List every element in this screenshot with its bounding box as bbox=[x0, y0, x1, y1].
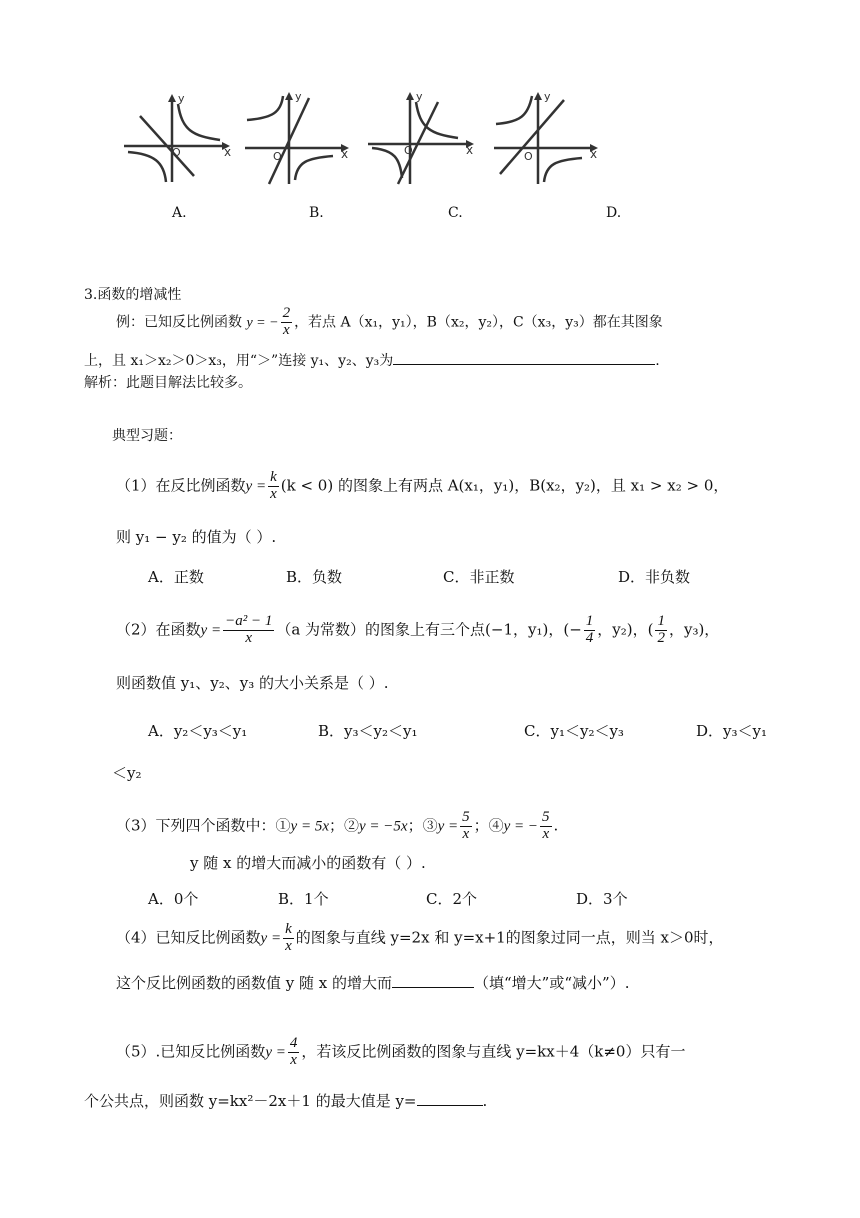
graph-label-d: D. bbox=[606, 205, 622, 221]
q3-line-2: y 随 x 的增大而减小的函数有（ ）. bbox=[190, 854, 426, 872]
q2-line-2: 则函数值 y₁、y₂、y₃ 的大小关系是（ ）. bbox=[116, 674, 389, 692]
q4-fn-lhs: y = bbox=[260, 930, 282, 947]
q2-option-d-wrap: ＜y₂ bbox=[112, 764, 142, 782]
q3-option-c[interactable]: C．2个 bbox=[426, 890, 478, 908]
q3-line-1 bbox=[116, 810, 558, 843]
q5-line2a: 个公共点，则函数 y=kx²－2x＋1 的最大值是 y= bbox=[84, 1092, 417, 1110]
q1-option-d[interactable]: D．非负数 bbox=[618, 568, 691, 586]
x-axis-label: x bbox=[341, 147, 349, 161]
q1-cond: (k < 0) 的图象上有两点 A(x₁，y₁)，B(x₂，y₂)，且 x₁ > x₂ > 0， bbox=[280, 476, 729, 495]
q4-num: k bbox=[285, 921, 292, 937]
q3-f1: y = 5x bbox=[290, 818, 329, 835]
q2-fraction bbox=[223, 614, 274, 647]
q1-option-c[interactable]: C．非正数 bbox=[443, 568, 515, 586]
origin-label: O bbox=[273, 150, 282, 163]
q1-fraction bbox=[268, 470, 279, 503]
q3-option-a[interactable]: A．0个 bbox=[148, 890, 199, 908]
y-axis-label: y bbox=[416, 90, 423, 103]
q4-prefix: （4）已知反比例函数 bbox=[116, 928, 261, 947]
q3-sep3: ；④ bbox=[473, 816, 504, 835]
graph-label-c: C. bbox=[448, 205, 463, 221]
q2-option-a[interactable]: A．y₂＜y₃＜y₁ bbox=[148, 722, 248, 740]
q2-mid2: ，y₂)，( bbox=[597, 620, 654, 639]
q3-option-d[interactable]: D．3个 bbox=[576, 890, 628, 908]
q1-den: x bbox=[270, 485, 277, 502]
example-num: 2 bbox=[282, 305, 291, 321]
q3-f3-den: x bbox=[462, 825, 470, 842]
example-line-2 bbox=[84, 350, 660, 370]
q2-end: ，y₃)， bbox=[668, 620, 720, 639]
q5-num: 4 bbox=[289, 1035, 298, 1051]
y-axis-label: y bbox=[544, 90, 551, 103]
q3-option-b[interactable]: B．1个 bbox=[278, 890, 329, 908]
q5-line-1 bbox=[116, 1036, 685, 1069]
example-line2-text: 上，且 x₁＞x₂＞0＞x₃，用“＞”连接 y₁、y₂、y₃为 bbox=[84, 353, 394, 369]
q4-fraction bbox=[283, 922, 294, 955]
q2-point2-fraction bbox=[584, 614, 596, 647]
example-line-1 bbox=[116, 306, 663, 339]
q2-den: x bbox=[245, 629, 253, 646]
q4-rest: 的图象与直线 y=2x 和 y=x+1的图象过同一点，则当 x＞0时， bbox=[295, 928, 724, 947]
origin-label: O bbox=[404, 144, 413, 157]
q3-f4-den: x bbox=[542, 825, 550, 842]
q2-mid: （a 为常数）的图象上有三个点(−1，y₁)，(− bbox=[276, 620, 582, 639]
q1-fn-lhs: y = bbox=[245, 478, 267, 495]
graph-label-b: B. bbox=[309, 205, 324, 221]
q3-sep2: ；③ bbox=[407, 816, 438, 835]
example-points: ，若点 A（x₁，y₁），B（x₂，y₂），C（x₃，y₃）都在其图象 bbox=[294, 314, 663, 331]
analysis-text: 解析：此题目解法比较多。 bbox=[84, 375, 252, 391]
graph-c bbox=[366, 88, 478, 186]
graph-label-a: A. bbox=[172, 205, 187, 221]
graph-a bbox=[122, 90, 234, 185]
q2-p3-den: 2 bbox=[657, 629, 665, 646]
q5-fraction bbox=[288, 1036, 300, 1069]
answer-blank[interactable] bbox=[393, 364, 655, 365]
q2-option-c[interactable]: C．y₁＜y₂＜y₃ bbox=[524, 722, 624, 740]
q2-p2-num: 1 bbox=[585, 613, 594, 629]
q5-fn-lhs: y = bbox=[265, 1044, 286, 1061]
graph-d bbox=[492, 88, 604, 186]
q3-f3-lhs: y = bbox=[437, 818, 459, 835]
q2-num: −a² − 1 bbox=[225, 613, 273, 629]
q5-answer-blank[interactable] bbox=[417, 1105, 483, 1106]
q5-line-2 bbox=[84, 1090, 487, 1111]
q4-line2b: （填“增大”或“减小”）. bbox=[474, 974, 630, 992]
q2-option-b[interactable]: B．y₃＜y₂＜y₁ bbox=[318, 722, 418, 740]
y-axis-label: y bbox=[295, 90, 302, 103]
example-fraction bbox=[281, 306, 293, 339]
q4-line-2 bbox=[116, 972, 629, 993]
q4-den: x bbox=[285, 937, 292, 954]
example-prefix: 例：已知反比例函数 bbox=[116, 314, 242, 331]
q1-num: k bbox=[270, 469, 277, 485]
q1-line-1 bbox=[116, 470, 728, 503]
y-axis-label: y bbox=[178, 92, 185, 105]
x-axis-label: x bbox=[590, 147, 598, 161]
section-heading: 3.函数的增减性 bbox=[84, 287, 182, 303]
q1-line-2: 则 y₁ − y₂ 的值为（ ）. bbox=[116, 528, 277, 546]
q2-option-d[interactable]: D．y₃＜y₁ bbox=[696, 722, 768, 740]
q3-prefix: （3）下列四个函数中：① bbox=[116, 816, 291, 835]
q2-line-1 bbox=[116, 614, 719, 647]
q2-prefix: （2）在函数 bbox=[116, 620, 201, 639]
q3-f2: y = −5x bbox=[359, 818, 408, 835]
origin-label: O bbox=[172, 146, 181, 159]
q4-line2a: 这个反比例函数的函数值 y 随 x 的增大而 bbox=[116, 974, 393, 992]
q1-option-b[interactable]: B．负数 bbox=[286, 568, 343, 586]
q3-f4-fraction bbox=[540, 810, 552, 843]
q1-prefix: （1）在反比例函数 bbox=[116, 476, 246, 495]
q4-line-1 bbox=[116, 922, 724, 955]
q3-sep1: ；② bbox=[328, 816, 359, 835]
q5-den: x bbox=[290, 1051, 297, 1068]
q5-prefix: （5）.已知反比例函数 bbox=[116, 1042, 266, 1061]
q3-f3-num: 5 bbox=[462, 809, 470, 825]
example-den: x bbox=[282, 321, 290, 338]
q3-f4-lhs: y = − bbox=[503, 818, 539, 835]
q3-f3-fraction bbox=[460, 810, 472, 843]
q2-p2-den: 4 bbox=[585, 629, 594, 646]
x-axis-label: x bbox=[466, 143, 474, 157]
q2-fn-lhs: y = bbox=[200, 622, 222, 639]
q5-rest: ，若该反比例函数的图象与直线 y=kx＋4（k≠0）只有一 bbox=[301, 1042, 686, 1061]
q2-point3-fraction bbox=[655, 614, 667, 647]
q1-option-a[interactable]: A．正数 bbox=[148, 568, 204, 586]
q3-f4-num: 5 bbox=[542, 809, 550, 825]
q4-answer-blank[interactable] bbox=[392, 987, 474, 988]
q3-end: . bbox=[553, 816, 559, 835]
origin-label: O bbox=[524, 150, 533, 163]
graph-b bbox=[243, 88, 355, 186]
x-axis-label: x bbox=[224, 145, 232, 159]
q5-line2b: . bbox=[482, 1092, 488, 1110]
example-end: . bbox=[655, 353, 660, 369]
q2-p3-num: 1 bbox=[657, 613, 665, 629]
example-fn-lhs: y = − bbox=[246, 315, 279, 331]
typical-heading: 典型习题： bbox=[112, 428, 182, 444]
